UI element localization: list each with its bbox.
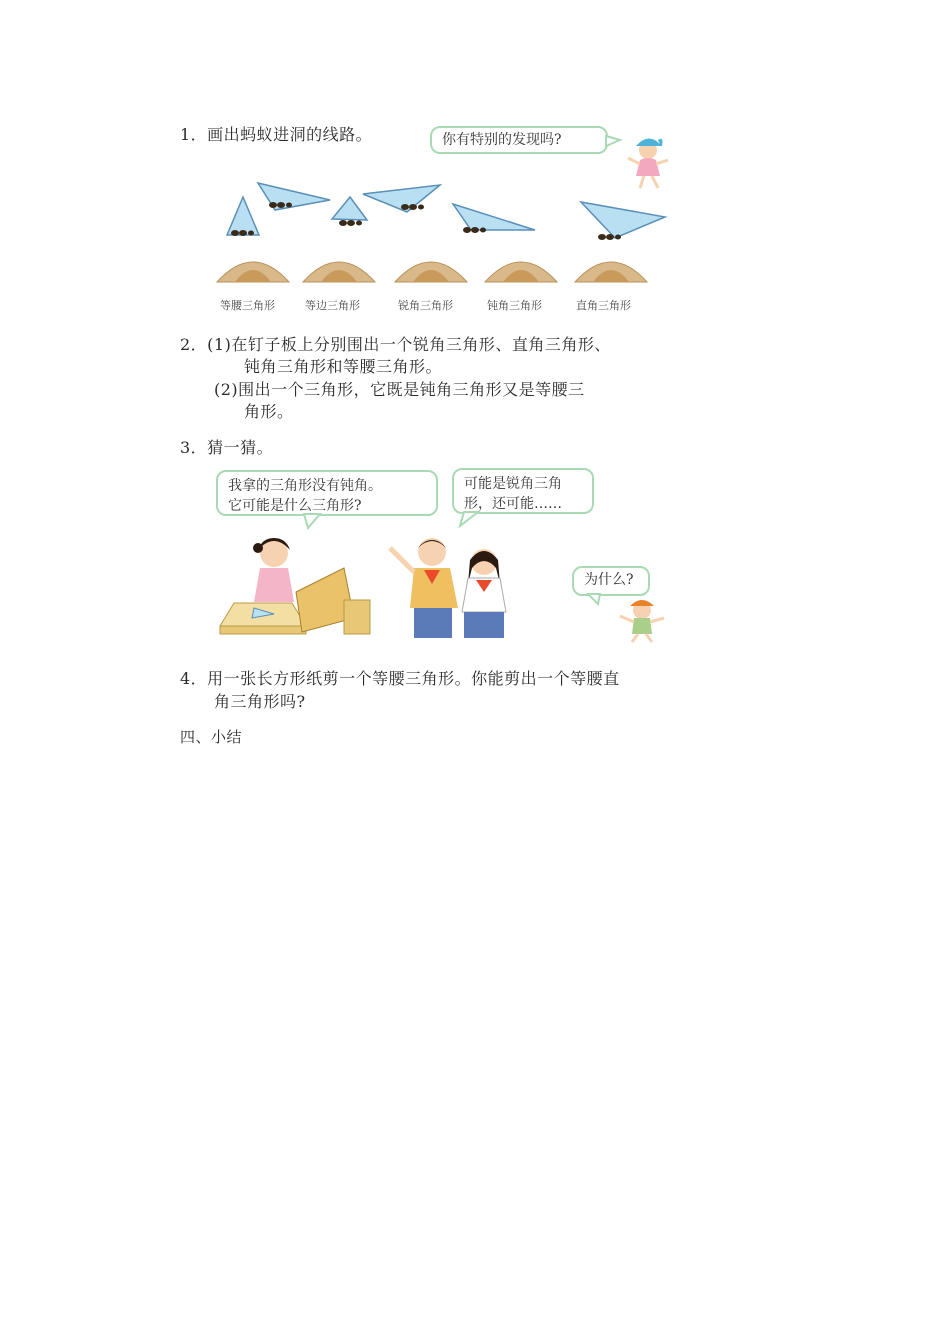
q3-bubble1-line2: 它可能是什么三角形? (228, 498, 362, 514)
q3-bubble-girl (216, 470, 438, 516)
q3-bubble3-text: 为什么? (584, 572, 634, 588)
triangle-right (581, 202, 665, 238)
fairy-character-icon (606, 596, 678, 644)
q2-line3: (2)围出一个三角形，它既是钝角三角形又是等腰三 (214, 380, 585, 399)
triangle-isosceles (227, 197, 259, 235)
q3-text: 3．猜一猜。 (180, 438, 274, 457)
q2-line2: 钝角三角形和等腰三角形。 (244, 357, 443, 376)
q1-illustration (215, 178, 675, 288)
bubble-tail-icon (460, 512, 480, 528)
q2-line4: 角形。 (244, 402, 294, 421)
children-illustration (214, 528, 524, 644)
triangle-acute (332, 197, 367, 220)
q1-speech-bubble (430, 126, 608, 154)
q3-bubble2-line2: 形，还可能…… (464, 496, 562, 512)
q2-line1: 2．(1)在钉子板上分别围出一个锐角三角形、直角三角形、 (180, 335, 611, 354)
label-acute: 锐角三角形 (398, 299, 453, 312)
label-right: 直角三角形 (576, 299, 631, 312)
triangle-obtuse-2 (453, 204, 535, 230)
ant-hole-mounds (217, 262, 647, 282)
q3-bubble1-line1: 我拿的三角形没有钝角。 (228, 478, 382, 494)
label-equilateral: 等边三角形 (305, 299, 360, 312)
q1-bubble-text: 你有特别的发现吗? (442, 132, 562, 148)
q3-bubble2-line1: 可能是锐角三角 (464, 476, 562, 492)
q3-bubble-boy (452, 468, 594, 514)
q4-line1: 4．用一张长方形纸剪一个等腰三角形。你能剪出一个等腰直 (180, 669, 620, 688)
bubble-tail-icon (588, 594, 604, 606)
triangle-equilateral (258, 183, 330, 210)
q3-bubble-fairy (572, 566, 650, 596)
label-obtuse: 钝角三角形 (487, 299, 542, 312)
section-title: 四、小结 (180, 728, 243, 746)
q4-line2: 角三角形吗? (214, 692, 306, 711)
q1-text: 1．画出蚂蚁进洞的线路。 (180, 125, 373, 144)
label-isosceles: 等腰三角形 (220, 299, 275, 312)
